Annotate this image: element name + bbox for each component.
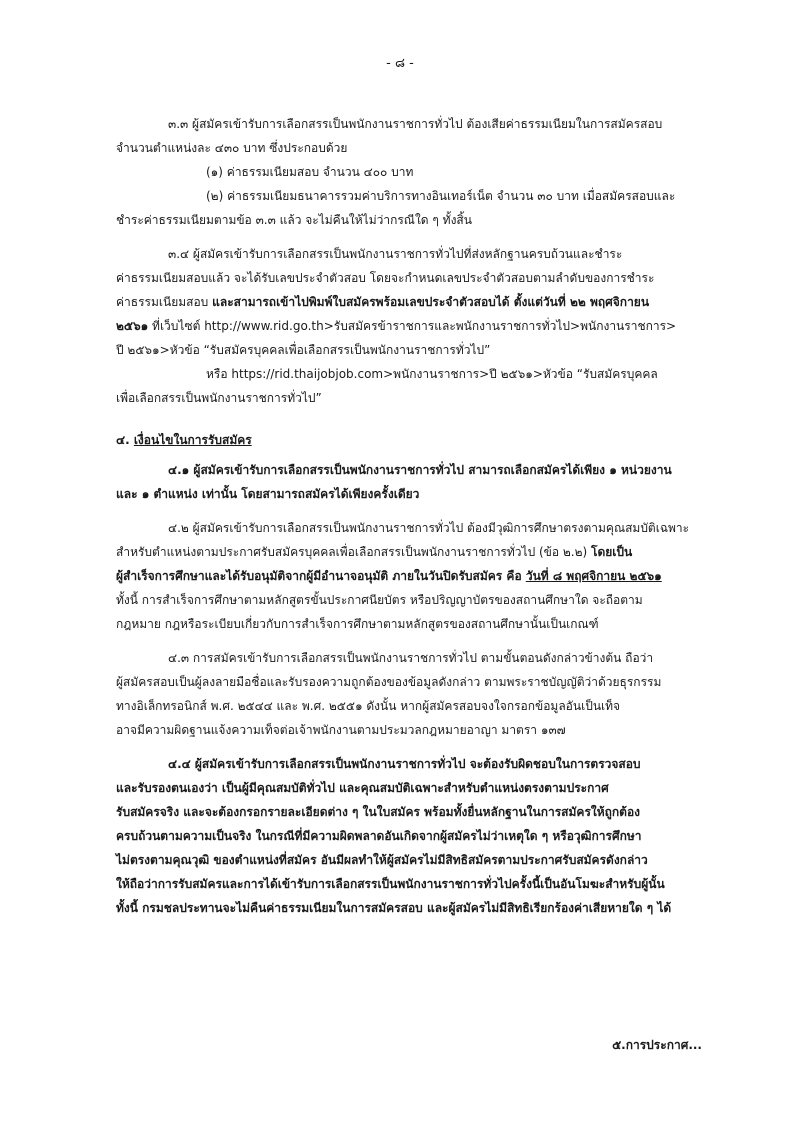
- clause-4-1-line-1: ๔.๑ ผู้สมัครเข้ารับการเลือกสรรเป็นพนักงานราชการทั่วไป สามารถเลือกสมัครได้เพียง ๑ หน่วยงาน: [168, 463, 672, 477]
- clause-3-4-line-5: ปี ๒๕๖๑>หัวข้อ “รับสมัครบุคคลเพื่อเลือกสรรเป็นพนักงานราชการทั่วไป”: [116, 343, 491, 357]
- clause-3-4-line-3-b: และสามารถเข้าไปพิมพ์ใบสมัครพร้อมเลขประจำตัวสอบได้ ตั้งแต่วันที่ ๒๒ พฤศจิกายน: [212, 295, 650, 309]
- clause-4-4-line-7: ทั้งนี้ กรมชลประทานจะไม่คืนค่าธรรมเนียมในการสมัครสอบ และผู้สมัครไม่มีสิทธิเรียกร้องค่าเสียหายใด ๆ ได้: [116, 901, 672, 915]
- clause-4-2-deadline: วันที่ ๘ พฤศจิกายน ๒๕๖๑: [525, 569, 662, 583]
- clause-4-1-line-2: และ ๑ ตำแหน่ง เท่านั้น โดยสามารถสมัครได้เพียงครั้งเดียว: [116, 487, 420, 501]
- clause-3-4-line-4-url: ที่เว็บไซต์ http://www.rid.go.th>รับสมัครข้าราชการและพนักงานราชการทั่วไป>พนักงานราชการ>: [148, 319, 677, 333]
- clause-4-2-line-2-a: สำหรับตำแหน่งตามประกาศรับสมัครบุคคลเพื่อเลือกสรรเป็นพนักงานราชการทั่วไป (ข้อ ๒.๒): [116, 545, 592, 559]
- clause-3-3-line-3: ชำระค่าธรรมเนียมตามข้อ ๓.๓ แล้ว จะไม่คืนให้ไม่ว่ากรณีใด ๆ ทั้งสิ้น: [116, 213, 472, 227]
- clause-4-3: [116, 646, 701, 742]
- clause-4-2-line-1: ๔.๒ ผู้สมัครเข้ารับการเลือกสรรเป็นพนักงานราชการทั่วไป ต้องมีวุฒิการศึกษาตรงตามคุณสมบัติเฉพาะ: [168, 521, 690, 535]
- clause-4-2: [116, 516, 701, 636]
- clause-3-4-line-7: เพื่อเลือกสรรเป็นพนักงานราชการทั่วไป”: [116, 391, 322, 405]
- clause-3-3-item-1: (๑) ค่าธรรมเนียมสอบ จำนวน ๔๐๐ บาท: [206, 165, 414, 179]
- clause-3-4-line-1: ๓.๔ ผู้สมัครเข้ารับการเลือกสรรเป็นพนักงานราชการทั่วไปที่ส่งหลักฐานครบถ้วนและชำระ: [168, 247, 623, 261]
- clause-3-3-line-2: จำนวนตำแหน่งละ ๔๓๐ บาท ซึ่งประกอบด้วย: [116, 141, 348, 155]
- clause-3-4-line-4: [116, 314, 701, 338]
- clause-4-3-line-1: ๔.๓ การสมัครเข้ารับการเลือกสรรเป็นพนักงานราชการทั่วไป ตามขั้นตอนดังกล่าวข้างต้น ถือว่า: [168, 651, 654, 665]
- document-body: [116, 112, 701, 930]
- continuation-marker: ๕.การประกาศ...: [612, 1038, 702, 1052]
- clause-4-2-line-5: กฎหมาย กฎหรือระเบียบเกี่ยวกับการสำเร็จการศึกษาตามหลักสูตรของสถานศึกษานั้นเป็นเกณฑ์: [116, 617, 599, 631]
- clause-4-4-line-3: รับสมัครจริง และจะต้องกรอกรายละเอียดต่าง ๆ ในใบสมัคร พร้อมทั้งยื่นหลักฐานในการสมัครให้ถูกต้อง: [116, 805, 641, 819]
- clause-4-2-line-2: [116, 540, 701, 564]
- clause-4-2-line-3: [116, 564, 701, 588]
- clause-4-2-line-2-b: โดยเป็น: [591, 545, 633, 559]
- clause-3-3-item-2: (๒) ค่าธรรมเนียมธนาคารรวมค่าบริการทางอินเทอร์เน็ต จำนวน ๓๐ บาท เมื่อสมัครสอบและ: [206, 189, 676, 203]
- clause-4-4-line-2: และรับรองตนเองว่า เป็นผู้มีคุณสมบัติทั่วไป และคุณสมบัติเฉพาะสำหรับตำแหน่งตรงตามประกาศ: [116, 781, 609, 795]
- clause-4-3-line-4: อาจมีความผิดฐานแจ้งความเท็จต่อเจ้าพนักงานตามประมวลกฎหมายอาญา มาตรา ๑๓๗: [116, 723, 566, 737]
- page-number: - ๘ -: [386, 56, 414, 71]
- clause-3-4: [116, 242, 701, 410]
- clause-3-4-line-4-year: ๒๕๖๑: [116, 319, 149, 333]
- clause-4-2-line-4: ทั้งนี้ การสำเร็จการศึกษาตามหลักสูตรขั้นประกาศนียบัตร หรือปริญญาบัตรของสถานศึกษาใด จะถือตาม: [116, 593, 643, 607]
- clause-4-2-line-3-a: ผู้สำเร็จการศึกษาและได้รับอนุมัติจากผู้มีอำนาจอนุมัติ ภายในวันปิดรับสมัคร คือ: [116, 569, 526, 583]
- clause-4-4-line-5: ไม่ตรงตามคุณวุฒิ ของตำแหน่งที่สมัคร อันมีผลทำให้ผู้สมัครไม่มีสิทธิสมัครตามประกาศรับสมัครดังกล่าว: [116, 853, 648, 867]
- section-4-title: เงื่อนไขในการรับสมัคร: [133, 433, 252, 447]
- clause-3-4-line-3-a: ค่าธรรมเนียมสอบ: [116, 295, 213, 309]
- clause-4-4-line-6: ให้ถือว่าการรับสมัครและการได้เข้ารับการเลือกสรรเป็นพนักงานราชการทั่วไปครั้งนี้เป็นอันโมฆะสำหรับผู้นั้น: [116, 877, 665, 891]
- clause-3-3-line-1: ๓.๓ ผู้สมัครเข้ารับการเลือกสรรเป็นพนักงานราชการทั่วไป ต้องเสียค่าธรรมเนียมในการสมัครสอบ: [168, 117, 663, 131]
- section-4-number: ๔.: [116, 433, 134, 447]
- clause-4-3-line-3: ทางอิเล็กทรอนิกส์ พ.ศ. ๒๕๔๔ และ พ.ศ. ๒๕๕๑ ดังนั้น หากผู้สมัครสอบจงใจกรอกข้อมูลอันเป็นเท็จ: [116, 699, 621, 713]
- clause-4-3-line-2: ผู้สมัครสอบเป็นผู้ลงลายมือชื่อและรับรองความถูกต้องของข้อมูลดังกล่าว ตามพระราชบัญญัติว่าด้วยธุรกรรม: [116, 675, 662, 689]
- clause-4-4-line-4: ครบถ้วนตามความเป็นจริง ในกรณีที่มีความผิดพลาดอันเกิดจากผู้สมัครไม่ว่าเหตุใด ๆ หรือวุฒิการศึกษา: [116, 829, 642, 843]
- clause-4-4: [116, 752, 701, 920]
- clause-3-4-line-3: [116, 290, 701, 314]
- section-4-heading: [116, 428, 701, 452]
- clause-4-4-line-1: ๔.๔ ผู้สมัครเข้ารับการเลือกสรรเป็นพนักงานราชการทั่วไป จะต้องรับผิดชอบในการตรวจสอบ: [168, 757, 641, 771]
- clause-4-1: [116, 458, 701, 506]
- clause-3-4-line-2: ค่าธรรมเนียมสอบแล้ว จะได้รับเลขประจำตัวสอบ โดยจะกำหนดเลขประจำตัวสอบตามลำดับของการชำระ: [116, 271, 655, 285]
- clause-3-3: [116, 112, 701, 232]
- clause-3-4-line-6: หรือ https://rid.thaijobjob.com>พนักงานราชการ>ปี ๒๕๖๑>หัวข้อ “รับสมัครบุคคล: [206, 367, 658, 381]
